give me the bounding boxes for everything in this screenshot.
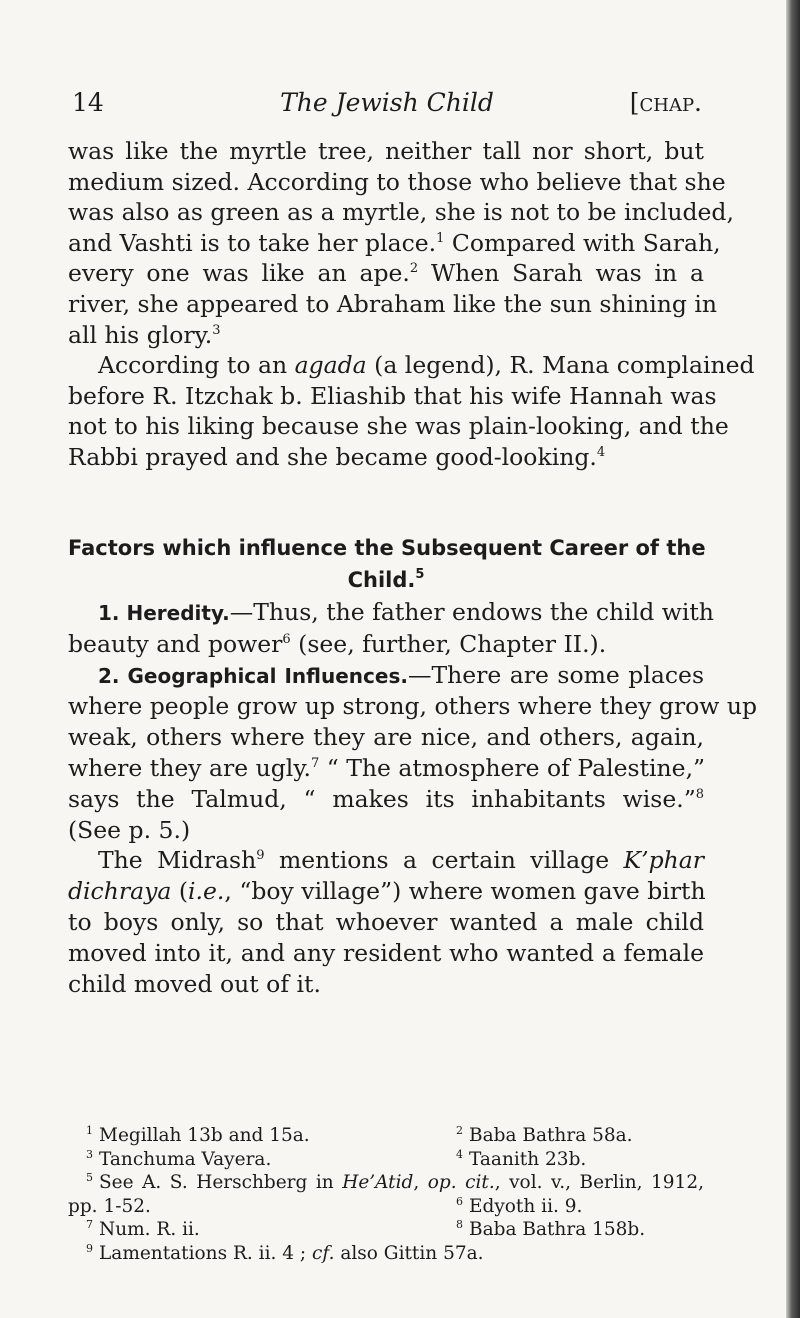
text-line: where people grow up strong, others where they grow up xyxy=(68,692,758,721)
footnote-1: $^1$ Megillah 13b and 15a. xyxy=(86,1124,310,1146)
footnote-ref[interactable]: 3 xyxy=(212,322,221,338)
text-line: 1. Heredity.—Thus, the father endows the child with xyxy=(98,598,714,626)
text-line: According to an agada (a legend), R. Mana complained xyxy=(98,351,755,380)
footnote-row xyxy=(68,1148,704,1172)
footnote-row xyxy=(68,1218,704,1242)
footnote-7: $^7$ Num. R. ii. xyxy=(86,1218,200,1240)
footnote-ref[interactable]: 1 xyxy=(436,230,445,246)
running-title: The Jewish Child xyxy=(280,88,494,117)
text-line: says the Talmud, “ makes its inhabitants wise.”$^8$ xyxy=(68,784,704,813)
footnote-3: $^3$ Tanchuma Vayera. xyxy=(86,1147,272,1170)
text-line: all his glory.$^3$ xyxy=(68,320,221,349)
section-heading xyxy=(68,532,704,596)
text-line: medium sized. According to those who believe that she xyxy=(68,167,726,196)
page-number: 14 xyxy=(72,88,104,117)
footnote-5: $^5$ See A. S. Herschberg in He’Atid, op. cit., vol. v., Berlin, 1912, xyxy=(86,1171,704,1193)
text-line: The Midrash$^9$ mentions a certain village K’phar xyxy=(98,846,704,875)
heading-line: Child.$^5$ xyxy=(347,567,425,592)
text-line: where they are ugly.$^7$ “ The atmosphere of Palestine,” xyxy=(68,753,706,782)
running-header xyxy=(72,88,702,124)
footnote-ref[interactable]: 9 xyxy=(256,848,265,864)
text-line: before R. Itzchak b. Eliashib that his wife Hannah was xyxy=(68,381,717,410)
footnote-2: $^2$ Baba Bathra 58a. xyxy=(456,1124,633,1146)
text-line: river, she appeared to Abraham like the sun shining in xyxy=(68,289,718,318)
text-line: and Vashti is to take her place.$^1$ Compared with Sarah, xyxy=(68,228,721,257)
footnote-ref[interactable]: 6 xyxy=(282,631,291,647)
footnote-9: $^9$ Lamentations R. ii. 4 ; cf. also Gittin 57a. xyxy=(86,1241,484,1264)
body-text-bottom xyxy=(68,597,758,999)
body-text-top xyxy=(68,136,755,473)
footnote-row xyxy=(68,1124,704,1148)
text-line: to boys only, so that whoever wanted a male child xyxy=(68,907,704,936)
footnote-8: $^8$ Baba Bathra 158b. xyxy=(456,1218,646,1240)
text-line: was also as green as a myrtle, she is not to be included, xyxy=(68,198,734,227)
footnote-ref[interactable]: 2 xyxy=(409,261,419,277)
heading-line: Factors which influence the Subsequent Career of the xyxy=(68,536,706,560)
footnote-row xyxy=(68,1195,704,1219)
text-line: weak, others where they are nice, and others, again, xyxy=(68,723,704,752)
text-line: dichraya (i.e., “boy village”) where women gave birth xyxy=(68,877,706,906)
text-line: every one was like an ape.$^2$ When Sarah was in a xyxy=(68,259,704,288)
footnote-ref[interactable]: 8 xyxy=(695,786,704,802)
chapter-mark: [chap. xyxy=(629,88,702,117)
text-line: was like the myrtle tree, neither tall nor short, but xyxy=(68,137,704,165)
text-line: 2. Geographical Influences.—There are some places xyxy=(98,660,705,689)
footnote-5-continued: pp. 1-52. xyxy=(68,1195,151,1217)
footnote-6: $^6$ Edyoth ii. 9. xyxy=(456,1194,583,1217)
text-line: (See p. 5.) xyxy=(68,815,191,844)
footnote-ref[interactable]: 5 xyxy=(415,567,425,582)
text-line: beauty and power$^6$ (see, further, Chapter II.). xyxy=(68,629,607,658)
text-line: Rabbi prayed and she became good-looking.$^4$ xyxy=(68,442,606,471)
text-line: child moved out of it. xyxy=(68,969,321,998)
footnote-ref[interactable]: 7 xyxy=(310,755,320,771)
footnote-ref[interactable]: 4 xyxy=(596,444,606,460)
item-lead: 1. Heredity. xyxy=(98,601,230,625)
footnote-4: $^4$ Taanith 23b. xyxy=(456,1147,587,1170)
text-line: not to his liking because she was plain-looking, and the xyxy=(68,412,729,441)
page-edge-shadow xyxy=(786,0,800,1318)
footnotes xyxy=(68,1124,704,1265)
item-lead: 2. Geographical Influences. xyxy=(98,663,408,688)
text-line: moved into it, and any resident who wanted a female xyxy=(68,938,704,967)
